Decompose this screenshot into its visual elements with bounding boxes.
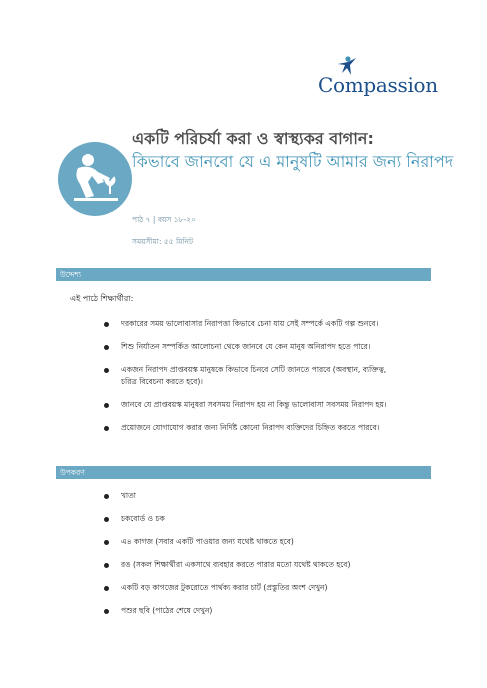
materials-heading: উপকরণ: [56, 466, 431, 479]
list-item: রঙ (সকল শিক্ষার্থীরা একসাথে ব্যবহার করতে পারার মতো যথেষ্ট থাকতে হবে): [104, 559, 404, 571]
list-item: চকবোর্ড ও চক: [104, 513, 404, 525]
lesson-duration: সময়সীমা: ৫৫ মিনিট: [132, 237, 194, 246]
list-item: একজন নিরাপদ প্রাপ্তবয়স্ক মানুষকে কিভাবে চিনবে সেটি জানতে পারবে (অবস্থান, ব্যক্তিত্ব, চরিত্র বিবেচনা করতে হবে)।: [104, 364, 404, 388]
lesson-title: [132, 128, 462, 174]
title-line-1: একটি পরিচর্যা করা ও স্বাস্থ্যকর বাগান:: [132, 129, 374, 148]
compassion-logo: [318, 56, 438, 100]
logo-wordmark: Compassion: [318, 73, 438, 97]
materials-list: [104, 490, 404, 628]
list-item: খাতা: [104, 490, 404, 502]
list-item: জানবে যে প্রাপ্তবয়স্ক মানুষরা সবসময় নিরাপদ হয় না কিন্তু ভালোবাসা সবসময় নিরাপদ হয়।: [104, 399, 404, 411]
list-item: শিশু নির্যাতন সম্পর্কিত আলোচনা থেকে জানবে যে কেন মানুষ অনিরাপদ হতে পারে।: [104, 341, 404, 353]
gardening-person-icon: [58, 142, 132, 216]
list-item: প্রয়োজনে যোগাযোগ করার জন্য নির্দিষ্ট কোনো নিরাপদ ব্যক্তিদের চিহ্নিত করতে পারবে।: [104, 422, 404, 434]
title-line-2: কিভাবে জানবো যে এ মানুষটি আমার জন্য নিরাপদ: [132, 152, 454, 171]
list-item: পশুর ছবি (পাঠের শেষে দেখুন): [104, 605, 404, 617]
objectives-heading: উদ্দেশ্য: [56, 268, 431, 281]
list-item: এ৪ কাগজ (সবার একটি পাওয়ার জন্য যথেষ্ট থাকতে হবে): [104, 536, 404, 548]
objectives-intro: এই পাঠে শিক্ষার্থীরা:: [70, 294, 134, 303]
lesson-age-info: পাঠ ৭ | বয়স ১৮-২০: [132, 215, 196, 224]
list-item: দরকারের সময় ভালোবাসার নিরাপত্তা কিভাবে চেনা যায় সেই সম্পর্কে একটি গল্প শুনবে।: [104, 318, 404, 330]
list-item: একটি বড় কাগজের টুকরোতে পার্থক্য করার চার্ট (প্রস্তুতির অংশ দেখুন): [104, 582, 404, 594]
objectives-list: [104, 318, 404, 445]
